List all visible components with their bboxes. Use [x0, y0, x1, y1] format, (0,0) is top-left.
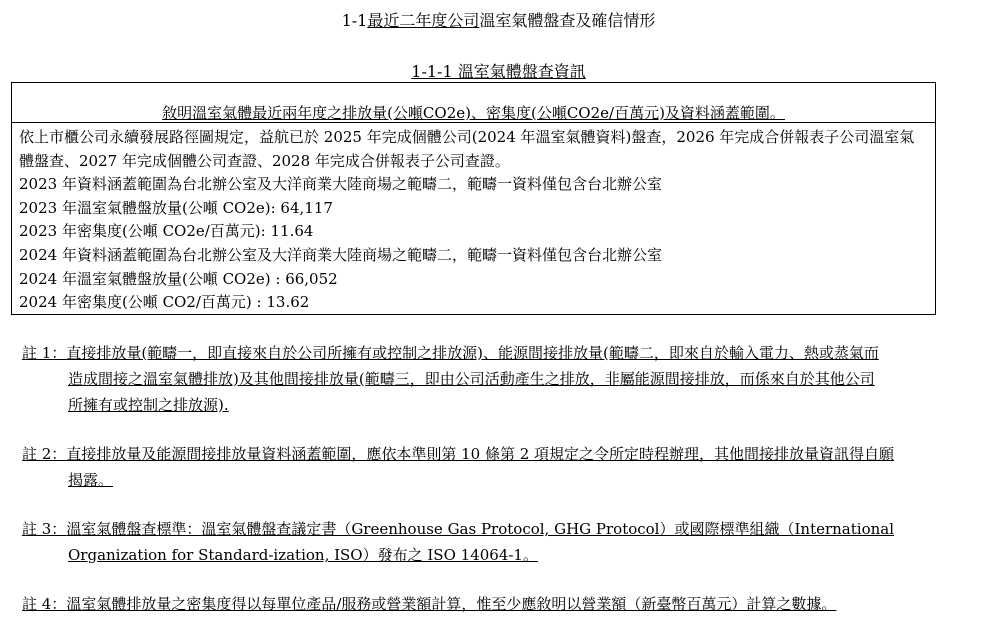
ghg-info-box-header-text: 敘明溫室氣體最近兩年度之排放量(公噸CO2e)、密集度(公噸CO2e/百萬元)及資料涵蓋範圍。 [162, 104, 785, 122]
note-3-line-2: Organization for Standard-ization, ISO）發布之 ISO 14064-1。 [68, 546, 538, 564]
note-1-text: 直接排放量(範疇一，即直接來自於公司所擁有或控制之排放源)、能源間接排放量(範疇二，即來自於輸入電力、熱或蒸氣而 [66, 344, 879, 362]
note-1-line-2: 造成間接之溫室氣體排放)及其他間接排放量(範疇三，即由公司活動產生之排放，非屬能源間接排放，而係來自於其他公司 [68, 370, 875, 388]
ghg-info-box-header [12, 83, 935, 123]
note-1 [22, 340, 987, 418]
note-2-line-1 [22, 441, 987, 467]
note-1-line-1 [22, 340, 987, 366]
ghg-line-2023-emission: 2023 年溫室氣體盤放量(公噸 CO2e): 64,117 [19, 198, 333, 217]
section-title-rest: 溫室氣體盤查及確信情形 [479, 11, 656, 30]
note-4-line-1 [22, 591, 987, 617]
section-title-underlined: 最近二年度公司 [367, 11, 480, 30]
page-title [0, 8, 997, 31]
note-2-label: 註 2： [22, 445, 67, 463]
ghg-line-2023-intensity: 2023 年密集度(公噸 CO2e/百萬元): 11.64 [19, 222, 314, 241]
note-1-label: 註 1： [22, 344, 67, 362]
ghg-line-2023-scope: 2023 年資料涵蓋範圍為台北辦公室及大洋商業大陸商場之範疇二，範疇一資料僅包含台北辦公室 [19, 175, 662, 194]
ghg-intro-text: 依上市櫃公司永續發展路徑圖規定，益航已於 2025 年完成個體公司(2024 年溫室氣體資料)盤查，2026 年完成合併報表子公司溫室氣體盤查、2027 年完成個體公司查證、2028 年完成合併報表子公司查證。 [19, 128, 915, 170]
ghg-line-2024-scope: 2024 年資料涵蓋範圍為台北辦公室及大洋商業大陸商場之範疇二，範疇一資料僅包含台北辦公室 [19, 245, 662, 264]
note-2 [22, 441, 987, 493]
ghg-line-2024-emission: 2024 年溫室氣體盤放量(公噸 CO2e) : 66,052 [19, 269, 338, 288]
note-2-text: 直接排放量及能源間接排放量資料涵蓋範圍，應依本準則第 10 條第 2 項規定之令所定時程辦理，其他間接排放量資訊得自願 [66, 445, 895, 463]
note-1-line-3: 所擁有或控制之排放源). [68, 396, 229, 414]
section-number: 1-1 [341, 11, 368, 30]
note-4-label: 註 4： [22, 595, 67, 613]
note-3 [22, 516, 987, 568]
ghg-info-box-body [12, 123, 935, 315]
note-3-label: 註 3： [22, 520, 67, 538]
ghg-info-box [11, 82, 936, 315]
note-3-line-1 [22, 516, 987, 542]
note-4 [22, 591, 987, 617]
note-2-line-2: 揭露。 [68, 471, 114, 489]
ghg-line-2024-intensity: 2024 年密集度(公噸 CO2/百萬元) : 13.62 [19, 293, 310, 312]
subsection-title: 1-1-1 溫室氣體盤查資訊 [411, 62, 586, 81]
note-4-text: 溫室氣體排放量之密集度得以每單位產品/服務或營業額計算，惟至少應敘明以營業額（新臺幣百萬元）計算之數據。 [66, 595, 837, 613]
note-3-text: 溫室氣體盤查標準：溫室氣體盤查議定書（Greenhouse Gas Protocol, GHG Protocol）或國際標準組織（International [66, 520, 895, 538]
